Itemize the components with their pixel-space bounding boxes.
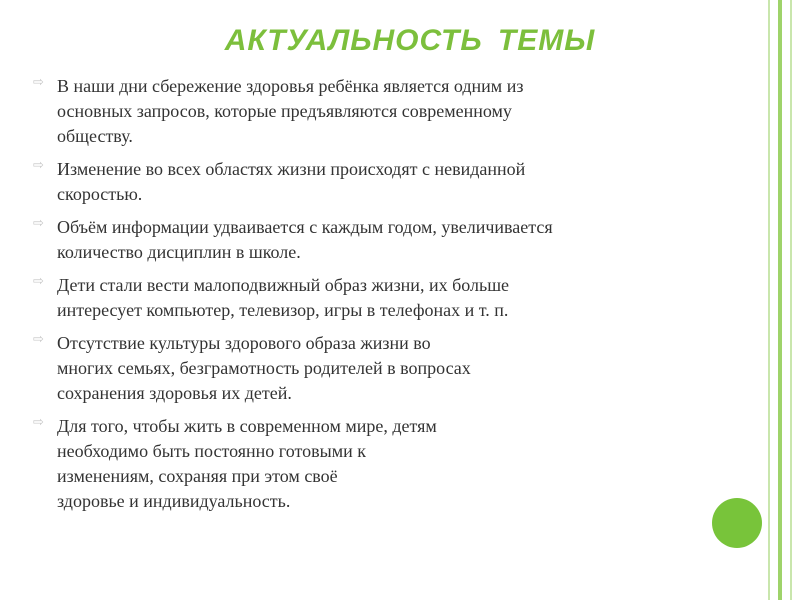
bullet-item	[30, 273, 690, 323]
right-frame-line-edge	[790, 0, 792, 600]
slide-title: АКТУАЛЬНОСТЬ ТЕМЫ	[224, 24, 596, 57]
hollow-arrow-icon: ⇨	[33, 274, 44, 289]
bullet-text: Отсутствие культуры здорового образа жизни во многих семьях, безграмотность родителей в вопросах сохранения здоровья их детей.	[57, 333, 471, 403]
hollow-arrow-icon: ⇨	[33, 415, 44, 430]
bullet-item	[30, 414, 690, 514]
hollow-arrow-icon: ⇨	[33, 158, 44, 173]
bullet-text: Объём информации удваивается с каждым годом, увеличивается количество дисциплин в школе.	[57, 217, 553, 262]
bullet-text: Для того, чтобы жить в современном мире, детям необходимо быть постоянно готовыми к изменениям, сохраняя при этом своё здоровье и индивидуальность.	[57, 416, 437, 511]
bullet-text: В наши дни сбережение здоровья ребёнка является одним из основных запросов, которые предъявляются современному обществу.	[57, 76, 524, 146]
bullet-list	[30, 74, 690, 522]
hollow-arrow-icon: ⇨	[33, 216, 44, 231]
bullet-item	[30, 74, 690, 149]
right-frame-line-inner	[778, 0, 782, 600]
hollow-arrow-icon: ⇨	[33, 332, 44, 347]
bullet-item	[30, 157, 690, 207]
bullet-item	[30, 215, 690, 265]
bullet-text: Дети стали вести малоподвижный образ жизни, их больше интересует компьютер, телевизор, игры в телефонах и т. п.	[57, 275, 510, 320]
bullet-item	[30, 331, 690, 406]
decorative-green-circle	[712, 498, 762, 548]
right-frame-line-outer	[768, 0, 770, 600]
bullet-text: Изменение во всех областях жизни происходят с невиданной скоростью.	[57, 159, 526, 204]
hollow-arrow-icon: ⇨	[33, 75, 44, 90]
